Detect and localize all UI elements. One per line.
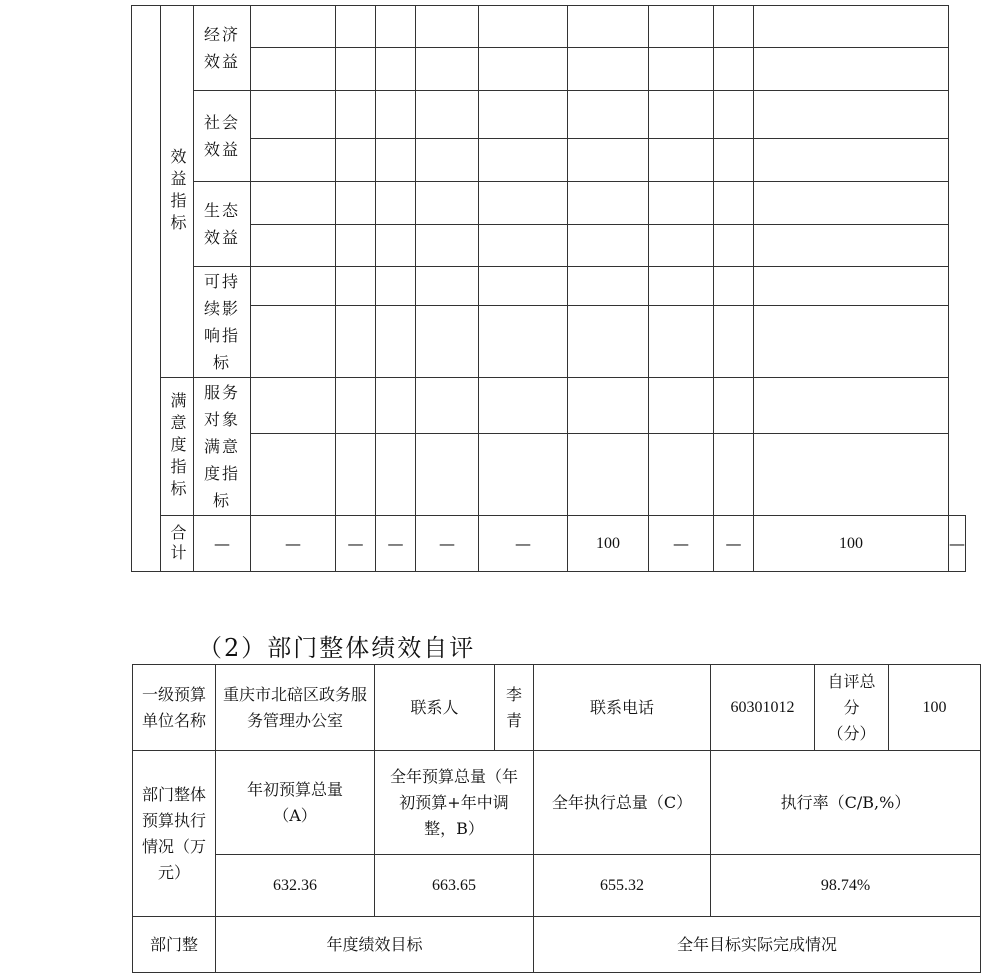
blank-cell [251, 91, 336, 139]
sustain-impact-label: 可持续影响指标 [203, 272, 240, 372]
blank-cell [714, 182, 754, 225]
blank-cell [649, 267, 714, 306]
blank-cell [336, 306, 376, 378]
blank-cell [714, 434, 754, 516]
economic-benefit-label: 经济效益 [203, 25, 240, 71]
total-cell: 100 [568, 516, 649, 572]
budget-value-c: 655.32 [534, 855, 711, 917]
phone-number: 60301012 [711, 665, 815, 751]
blank-cell [714, 91, 754, 139]
blank-cell [416, 378, 479, 434]
blank-cell [376, 306, 416, 378]
total-cell: — [336, 516, 376, 572]
total-cell: — [251, 516, 336, 572]
budget-header [216, 751, 375, 855]
total-label: 合计 [168, 523, 187, 564]
blank-cell [376, 48, 416, 91]
total-cell: — [714, 516, 754, 572]
blank-cell [251, 267, 336, 306]
goal-col1-header: 年度绩效目标 [216, 917, 534, 973]
service-satisfaction-cell [194, 378, 251, 516]
blank-cell [568, 378, 649, 434]
unit-label-cell [133, 665, 216, 751]
blank-cell [568, 225, 649, 267]
indicator-table [131, 5, 966, 572]
blank-cell [251, 182, 336, 225]
contact-label: 联系人 [375, 665, 495, 751]
dept-self-eval-table [132, 664, 981, 973]
blank-cell [649, 6, 714, 48]
blank-cell [568, 91, 649, 139]
blank-cell [416, 48, 479, 91]
unit-name-cell [216, 665, 375, 751]
blank-cell [568, 182, 649, 225]
blank-cell [416, 91, 479, 139]
blank-cell [336, 139, 376, 182]
blank-cell [714, 306, 754, 378]
blank-cell [714, 48, 754, 91]
total-cell: — [416, 516, 479, 572]
social-benefit-cell [194, 91, 251, 182]
score-label-cell [815, 665, 889, 751]
blank-cell [336, 267, 376, 306]
blank-cell [479, 378, 568, 434]
blank-cell [568, 267, 649, 306]
total-cell: — [949, 516, 966, 572]
blank-cell [649, 91, 714, 139]
blank-cell [754, 139, 949, 182]
unit-label: 一级预算单位名称 [142, 684, 207, 730]
blank-cell [376, 182, 416, 225]
blank-cell [336, 48, 376, 91]
blank-cell [714, 378, 754, 434]
blank-cell [251, 48, 336, 91]
blank-cell [479, 306, 568, 378]
blank-cell [416, 6, 479, 48]
benefit-group-cell [161, 6, 194, 378]
satisfaction-group-cell [161, 378, 194, 516]
blank-cell [714, 6, 754, 48]
score-value: 100 [889, 665, 981, 751]
blank-cell [336, 378, 376, 434]
blank-cell [336, 182, 376, 225]
blank-cell [479, 91, 568, 139]
blank-cell [568, 6, 649, 48]
blank-cell [416, 225, 479, 267]
blank-cell [714, 139, 754, 182]
total-cell: — [479, 516, 568, 572]
budget-header [375, 751, 534, 855]
blank-cell [376, 139, 416, 182]
blank-cell [376, 91, 416, 139]
sustain-impact-cell [194, 267, 251, 378]
total-cell: — [194, 516, 251, 572]
blank-cell [251, 225, 336, 267]
blank-cell [754, 434, 949, 516]
blank-cell [754, 91, 949, 139]
blank-cell [251, 378, 336, 434]
unit-name: 重庆市北碚区政务服务管理办公室 [222, 684, 367, 730]
budget-value-b: 663.65 [375, 855, 534, 917]
total-cell: — [649, 516, 714, 572]
blank-cell [568, 306, 649, 378]
social-benefit-label: 社会效益 [203, 113, 240, 159]
blank-cell [754, 225, 949, 267]
blank-cell [649, 378, 714, 434]
blank-cell [479, 225, 568, 267]
blank-cell [479, 139, 568, 182]
blank-cell [754, 267, 949, 306]
section-title: （2）部门整体绩效自评 [198, 634, 476, 662]
total-label-cell [161, 516, 194, 572]
blank-cell [376, 434, 416, 516]
outer-blank-cell [132, 6, 161, 572]
blank-cell [251, 139, 336, 182]
blank-cell [649, 48, 714, 91]
eco-benefit-cell [194, 182, 251, 267]
blank-cell [336, 6, 376, 48]
budget-value-d: 98.74% [711, 855, 981, 917]
blank-cell [376, 225, 416, 267]
blank-cell [649, 306, 714, 378]
blank-cell [416, 267, 479, 306]
blank-cell [649, 182, 714, 225]
blank-cell [336, 434, 376, 516]
goal-col2-header: 全年目标实际完成情况 [534, 917, 981, 973]
blank-cell [376, 267, 416, 306]
blank-cell [568, 48, 649, 91]
blank-cell [251, 434, 336, 516]
blank-cell [336, 91, 376, 139]
blank-cell [649, 139, 714, 182]
budget-header-d: 执行率（C/B,%） [711, 751, 981, 855]
blank-cell [479, 267, 568, 306]
blank-cell [416, 139, 479, 182]
budget-header-a: 年初预算总量（A） [246, 779, 343, 825]
blank-cell [416, 306, 479, 378]
blank-cell [754, 306, 949, 378]
blank-cell [714, 267, 754, 306]
benefit-group-label: 效益指标 [168, 147, 187, 236]
blank-cell [251, 6, 336, 48]
total-row [132, 516, 966, 572]
blank-cell [714, 225, 754, 267]
blank-cell [479, 434, 568, 516]
blank-cell [416, 434, 479, 516]
budget-header-b: 全年预算总量（年初预算+年中调整，B） [389, 766, 518, 838]
blank-cell [376, 378, 416, 434]
blank-cell [416, 182, 479, 225]
blank-cell [754, 182, 949, 225]
blank-cell [568, 434, 649, 516]
budget-header-c: 全年执行总量（C） [534, 751, 711, 855]
blank-cell [754, 378, 949, 434]
blank-cell [479, 182, 568, 225]
economic-benefit-cell [194, 6, 251, 91]
blank-cell [251, 306, 336, 378]
blank-cell [336, 225, 376, 267]
blank-cell [754, 6, 949, 48]
blank-cell [649, 225, 714, 267]
score-label: 自评总分（分） [827, 671, 876, 743]
contact-name: 李青 [495, 665, 534, 751]
total-cell: 100 [754, 516, 949, 572]
service-satisfaction-label: 服务对象满意度指标 [203, 383, 240, 510]
phone-label: 联系电话 [534, 665, 711, 751]
budget-label-cell [133, 751, 216, 917]
blank-cell [568, 139, 649, 182]
satisfaction-group-label: 满意度指标 [168, 391, 187, 502]
blank-cell [479, 6, 568, 48]
blank-cell [649, 434, 714, 516]
goal-row-label: 部门整 [133, 917, 216, 973]
blank-cell [376, 6, 416, 48]
eco-benefit-label: 生态效益 [203, 201, 240, 247]
blank-cell [479, 48, 568, 91]
budget-label: 部门整体预算执行情况（万元） [141, 784, 206, 882]
budget-value-a: 632.36 [216, 855, 375, 917]
total-cell: — [376, 516, 416, 572]
blank-cell [754, 48, 949, 91]
